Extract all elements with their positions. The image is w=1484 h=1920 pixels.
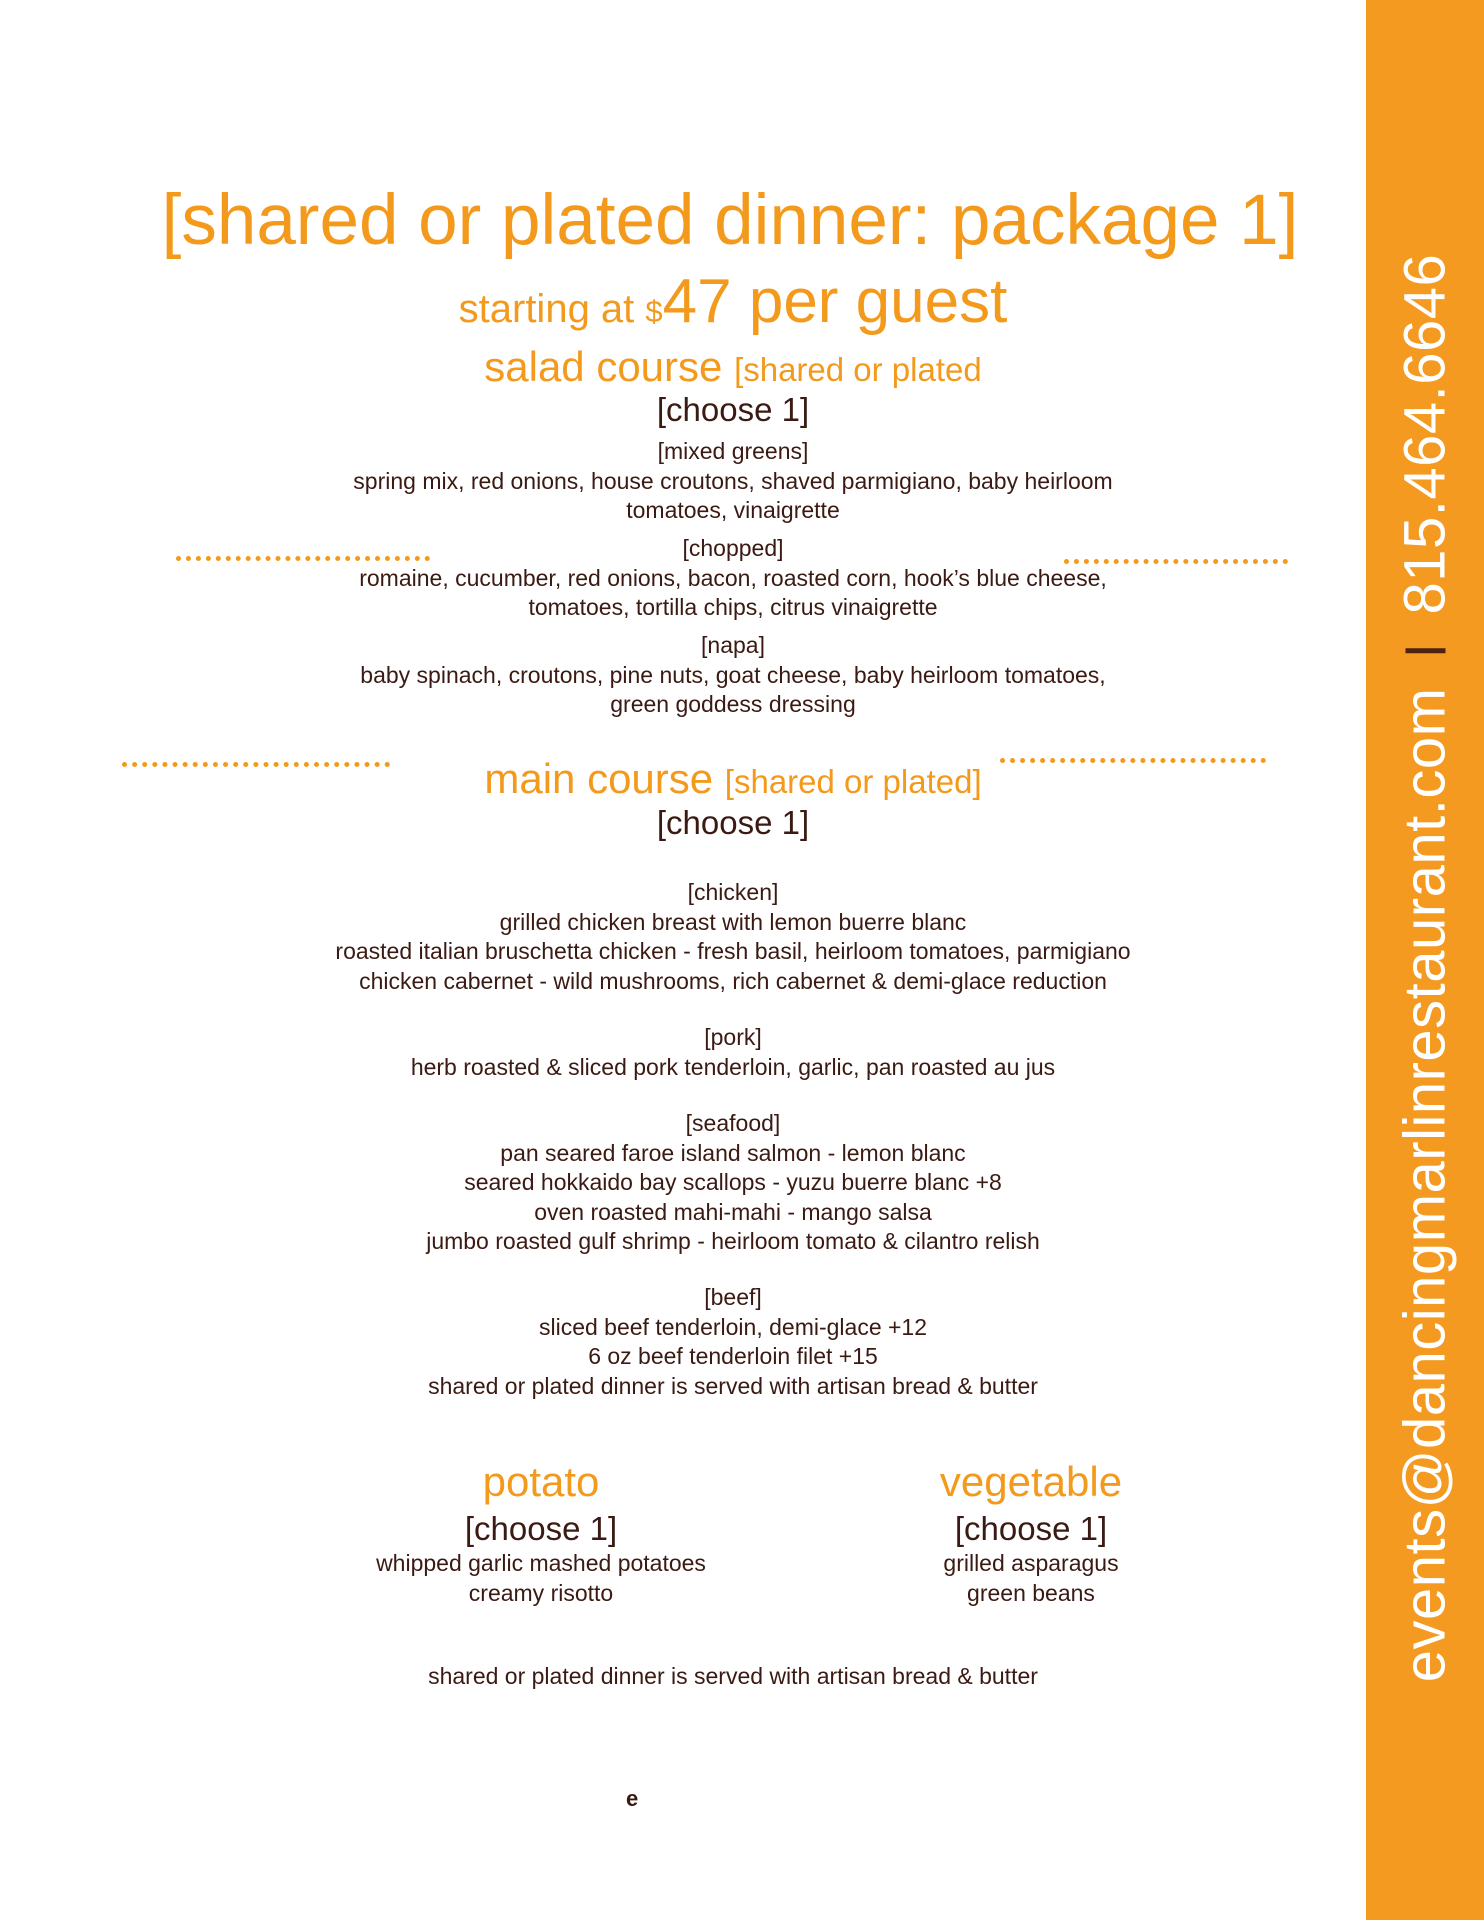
vegetable-item: green beans [967,1579,1095,1606]
footer-note: shared or plated dinner is served with artisan bread & butter [428,1663,1038,1689]
main-group [0,878,1466,996]
main-choose: [choose 1] [656,804,810,841]
salad-heading [0,342,1466,395]
main-group [0,1283,1466,1401]
main-group-line: roasted italian bruschetta chicken - fresh basil, heirloom tomatoes, parmigiano [335,938,1131,964]
main-group-name: [beef] [704,1284,762,1310]
main-group-line: 6 oz beef tenderloin filet +15 [588,1343,878,1369]
price-amount: 47 per guest [662,267,1008,336]
vegetable-heading: vegetable [939,1458,1123,1505]
main-group [0,1109,1466,1257]
main-group-line: pan seared faroe island salmon - lemon blanc [500,1139,966,1166]
salad-option-line: tomatoes, tortilla chips, citrus vinaigrette [528,594,938,620]
main-group-name: [pork] [704,1024,762,1050]
contact-phone: 815.464.6646 [1392,253,1458,615]
page-title: [shared or plated dinner: package 1] [161,181,1299,260]
salad-heading-sub: [shared or plated [734,351,982,388]
main-group-line: grilled chicken breast with lemon buerre blanc [499,908,967,935]
potato-item: creamy risotto [468,1579,614,1606]
salad-option [0,534,1466,623]
vegetable-items [771,1549,1291,1608]
salad-option [0,631,1466,720]
main-group-line: sliced beef tenderloin, demi-glace +12 [538,1313,928,1340]
salad-option-line: green goddess dressing [610,691,856,717]
main-group-line: chicken cabernet - wild mushrooms, rich cabernet & demi-glace reduction [359,967,1107,994]
salad-heading-label: salad course [484,343,735,390]
potato-heading: potato [482,1458,600,1505]
potato-choose: [choose 1] [464,1510,618,1547]
main-heading [0,754,1466,807]
salad-option-name: [mixed greens] [657,438,809,464]
potato-item: whipped garlic mashed potatoes [376,1550,706,1576]
main-group-line: herb roasted & sliced pork tenderloin, garlic, pan roasted au jus [410,1053,1056,1080]
main-group [0,1023,1466,1082]
salad-choose: [choose 1] [656,391,810,428]
vegetable-item: grilled asparagus [943,1550,1119,1576]
stray-glyph: e [626,1786,639,1811]
salad-option-line: romaine, cucumber, red onions, bacon, roasted corn, hook’s blue cheese, [359,564,1107,591]
potato-items [281,1549,801,1608]
salad-option [0,437,1466,526]
main-group-name: [chicken] [687,879,779,905]
contact-email: events@dancingmarlinrestaurant.com [1392,687,1458,1683]
salad-option-line: spring mix, red onions, house croutons, shaved parmigiano, baby heirloom [353,467,1113,494]
price-line [0,262,1466,352]
price-currency: $ [645,294,663,329]
main-group-line: shared or plated dinner is served with artisan bread & butter [428,1372,1038,1399]
salad-option-name: [napa] [701,632,765,658]
vegetable-choose: [choose 1] [954,1510,1108,1547]
main-group-name: [seafood] [685,1110,781,1136]
salad-option-name: [chopped] [682,535,784,561]
price-prefix: starting at [458,287,646,331]
main-heading-label: main course [484,755,725,802]
main-group-line: oven roasted mahi-mahi - mango salsa [534,1198,932,1225]
main-group-line: seared hokkaido bay scallops - yuzu buerre blanc +8 [464,1169,1002,1195]
salad-option-line: baby spinach, croutons, pine nuts, goat cheese, baby heirloom tomatoes, [360,661,1106,688]
salad-option-line: tomatoes, vinaigrette [626,497,840,523]
main-heading-sub: [shared or plated] [724,763,982,800]
main-group-line: jumbo roasted gulf shrimp - heirloom tomato & cilantro relish [426,1228,1040,1254]
